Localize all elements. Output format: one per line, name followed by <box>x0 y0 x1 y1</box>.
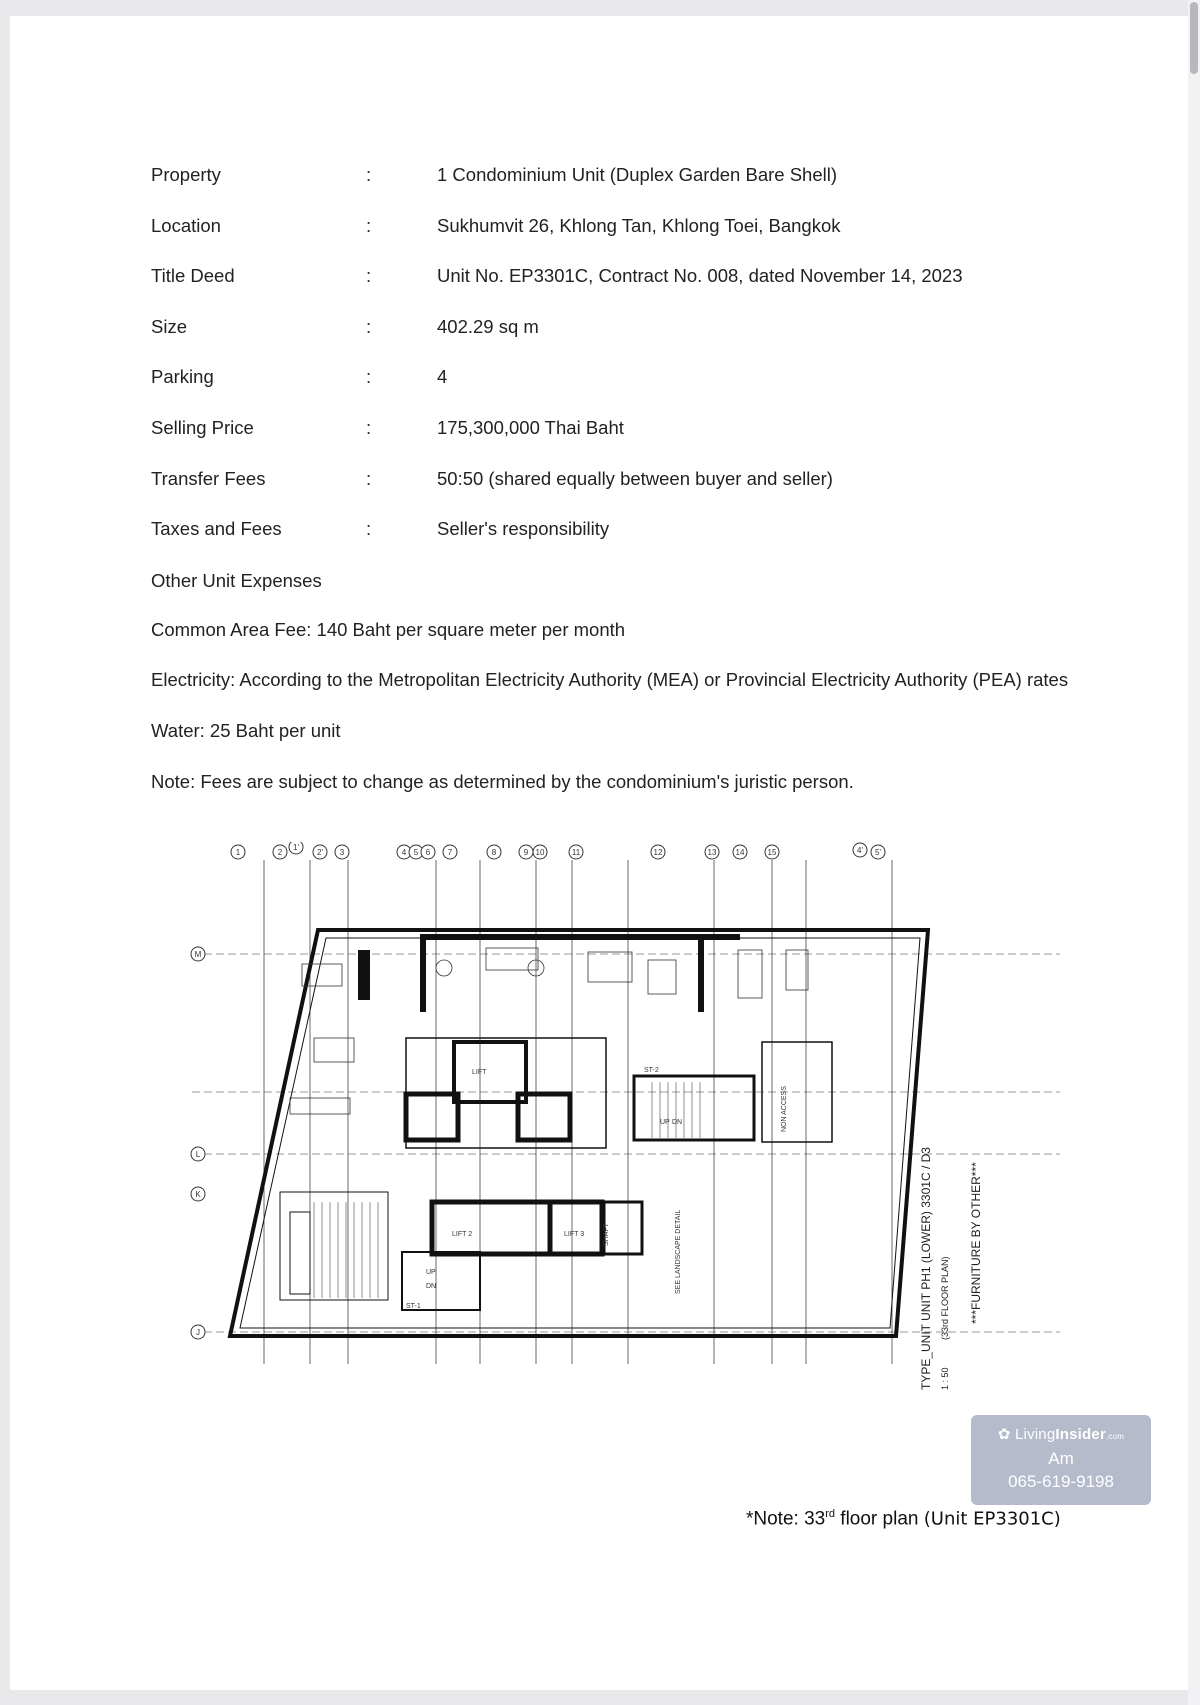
field-colon: : <box>366 214 372 236</box>
svg-text:2': 2' <box>317 848 323 857</box>
watermark-brand-bold: Insider <box>1055 1426 1106 1443</box>
water-text: Water: 25 Baht per unit <box>151 720 341 741</box>
info-row <box>151 164 1111 215</box>
furniture-note: ***FURNITURE BY OTHER*** <box>969 1162 983 1324</box>
svg-text:4: 4 <box>401 848 407 857</box>
svg-text:2: 2 <box>277 848 283 857</box>
svg-text:9: 9 <box>523 848 529 857</box>
other-expenses-heading: Other Unit Expenses <box>151 570 322 591</box>
info-row <box>151 316 1111 367</box>
field-value: Sukhumvit 26, Khlong Tan, Khlong Toei, Bangkok <box>437 214 841 236</box>
svg-text:12: 12 <box>653 848 663 857</box>
svg-text:ST-2: ST-2 <box>644 1067 659 1074</box>
plan-scale: 1 : 50 <box>940 1367 950 1390</box>
field-colon: : <box>366 366 372 388</box>
field-label: Selling Price <box>151 416 254 438</box>
svg-text:6: 6 <box>425 848 431 857</box>
svg-text:8: 8 <box>491 848 497 857</box>
field-colon: : <box>366 164 372 185</box>
watermark-phone: 065-619-9198 <box>1008 1472 1114 1491</box>
svg-text:DN: DN <box>672 1119 683 1126</box>
field-label: Parking <box>151 366 214 388</box>
info-row <box>151 215 1111 266</box>
svg-text:3: 3 <box>339 848 345 857</box>
field-label: Title Deed <box>151 265 235 287</box>
field-label: Taxes and Fees <box>151 518 282 540</box>
plan-note-prefix: *Note: 33 <box>746 1508 826 1530</box>
svg-text:SEE LANDSCAPE DETAIL: SEE LANDSCAPE DETAIL <box>675 1209 682 1294</box>
info-row <box>151 265 1111 316</box>
svg-text:14: 14 <box>735 848 745 857</box>
svg-text:5': 5' <box>875 848 881 857</box>
svg-text:5: 5 <box>413 848 419 857</box>
info-row <box>151 468 1111 519</box>
field-colon: : <box>366 315 372 337</box>
field-value: 1 Condominium Unit (Duplex Garden Bare Shell) <box>437 164 837 185</box>
info-row <box>151 518 1111 569</box>
svg-text:DN: DN <box>426 1283 437 1290</box>
floor-plan-note <box>746 1508 1061 1530</box>
field-colon: : <box>366 265 372 287</box>
fees-note-text: Note: Fees are subject to change as determined by the condominium's juristic person. <box>151 771 854 792</box>
field-value: 50:50 (shared equally between buyer and seller) <box>437 467 833 489</box>
svg-text:J: J <box>196 1328 200 1337</box>
field-colon: : <box>366 416 372 438</box>
svg-text:1': 1' <box>293 843 299 852</box>
property-info-table <box>151 164 1111 569</box>
svg-text:K: K <box>195 1190 201 1199</box>
svg-text:7: 7 <box>447 848 453 857</box>
svg-text:SHAFT: SHAFT <box>603 1223 610 1246</box>
field-value: 402.29 sq m <box>437 315 539 337</box>
field-colon: : <box>366 467 372 489</box>
field-value: Seller's responsibility <box>437 518 610 540</box>
svg-text:UP: UP <box>660 1119 670 1126</box>
plan-note-unit: (Unit EP3301C) <box>923 1508 1061 1530</box>
scrollbar[interactable] <box>1188 0 1200 1705</box>
field-value: Unit No. EP3301C, Contract No. 008, dated November 14, 2023 <box>437 265 963 287</box>
field-value: 175,300,000 Thai Baht <box>437 416 624 438</box>
watermark-agent: Am <box>1048 1449 1074 1468</box>
svg-text:1: 1 <box>235 848 241 857</box>
svg-text:13: 13 <box>707 848 717 857</box>
watermark-brand: ✿ LivingInsider.com <box>997 1426 1125 1443</box>
watermark-brand-light: Living <box>1015 1426 1056 1443</box>
plan-note-sup: rd <box>825 1508 836 1520</box>
info-row <box>151 366 1111 417</box>
svg-text:15: 15 <box>767 848 777 857</box>
svg-text:L: L <box>195 1150 201 1159</box>
scrollbar-thumb[interactable] <box>1190 2 1198 74</box>
svg-text:LIFT: LIFT <box>472 1069 487 1076</box>
watermark-brand-suffix: .com <box>1106 1432 1125 1441</box>
svg-text:4': 4' <box>857 846 863 855</box>
common-area-fee-text: Common Area Fee: 140 Baht per square meter per month <box>151 619 626 640</box>
svg-text:UP: UP <box>426 1269 436 1276</box>
floor-plan <box>180 842 1080 1442</box>
svg-text:ST-1: ST-1 <box>406 1303 421 1310</box>
svg-text:10: 10 <box>535 848 545 857</box>
field-colon: : <box>366 518 372 540</box>
field-label: Transfer Fees <box>151 467 266 489</box>
svg-text:LIFT 3: LIFT 3 <box>564 1231 585 1238</box>
info-row <box>151 417 1111 468</box>
plan-title: TYPE_UNIT UNIT PH1 (LOWER) 3301C / D3 <box>919 1147 933 1390</box>
field-label: Property <box>151 164 221 185</box>
svg-text:NON ACCESS: NON ACCESS <box>781 1086 788 1132</box>
field-value: 4 <box>437 366 448 388</box>
plan-note-middle: floor plan <box>835 1508 924 1530</box>
electricity-text: Electricity: According to the Metropolitan Electricity Authority (MEA) or Provincial Electricity Authority (PEA) rates <box>151 669 1069 690</box>
plan-subtitle: (33rd FLOOR PLAN) <box>940 1256 950 1340</box>
svg-text:LIFT 2: LIFT 2 <box>452 1231 473 1238</box>
field-label: Location <box>151 214 221 236</box>
field-label: Size <box>151 315 187 337</box>
svg-text:M: M <box>194 950 202 959</box>
livinginsider-watermark <box>971 1415 1151 1505</box>
svg-text:11: 11 <box>571 848 581 857</box>
